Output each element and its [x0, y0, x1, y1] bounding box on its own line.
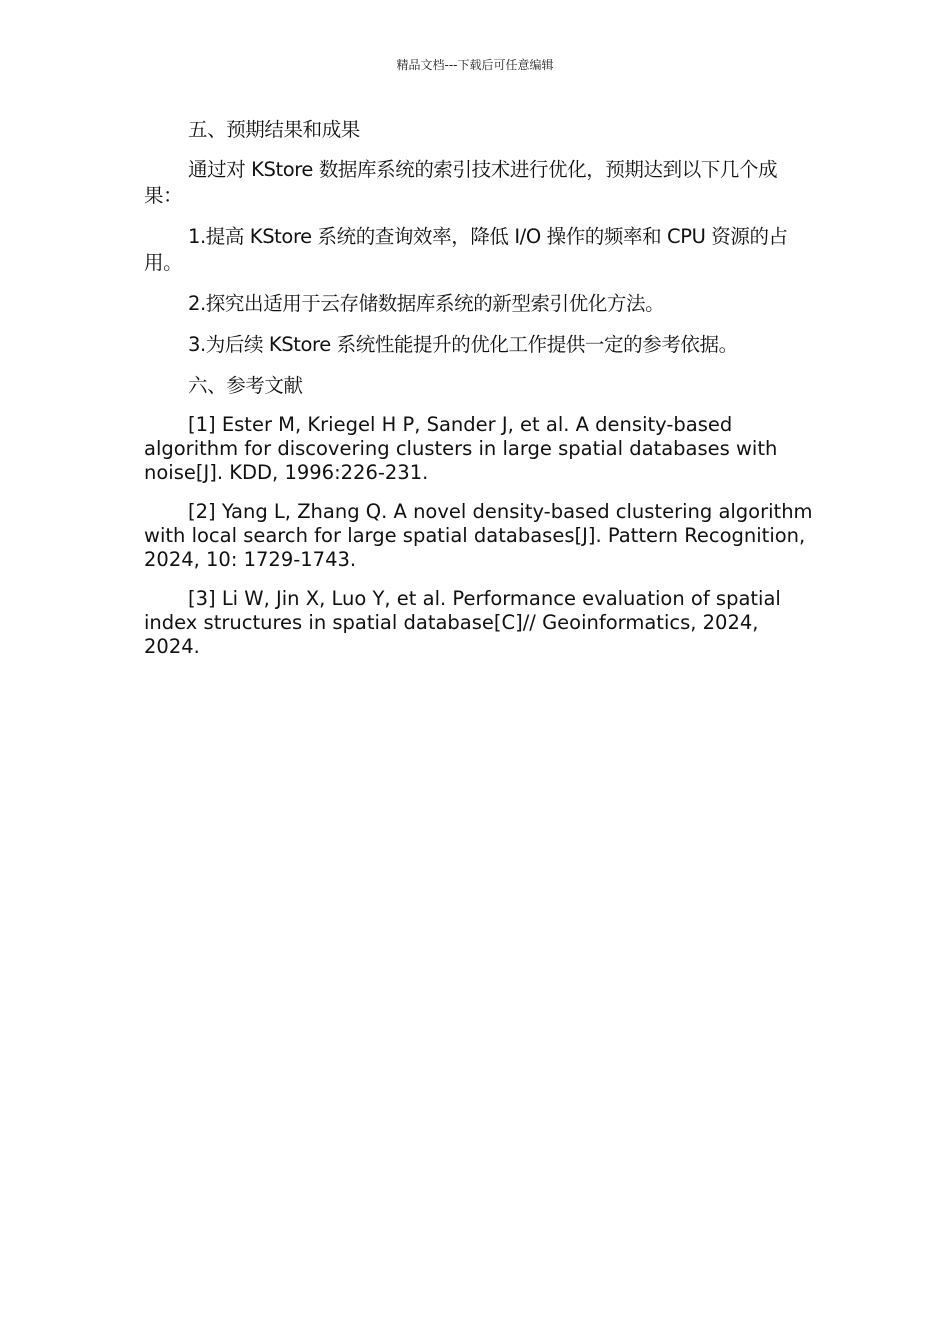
- section-heading-expected-results: 五、预期结果和成果: [188, 118, 360, 141]
- reference-item-2: [2] Yang L, Zhang Q. A novel density-based clustering algorithm with local search for large spatial databases[J]. Pattern Recognition, 2024, 10: 1729-1743.: [144, 500, 813, 571]
- result-item-3: 3.为后续 KStore 系统性能提升的优化工作提供一定的参考依据。: [188, 333, 738, 356]
- result-item-2: 2.探究出适用于云存储数据库系统的新型索引优化方法。: [188, 292, 665, 315]
- reference-item-3: [3] Li W, Jin X, Luo Y, et al. Performance evaluation of spatial index structures in spatial database[C]// Geoinformatics, 2024, 2024.: [144, 587, 781, 658]
- document-body: [144, 117, 814, 674]
- section-heading-references: 六、参考文献: [188, 374, 303, 397]
- result-item-1: 1.提高 KStore 系统的查询效率，降低 I/O 操作的频率和 CPU 资源的占用。: [144, 225, 788, 274]
- section-intro-paragraph: 通过对 KStore 数据库系统的索引技术进行优化，预期达到以下几个成果：: [144, 158, 778, 207]
- page-header: 精品文档---下载后可任意编辑: [396, 58, 554, 72]
- reference-item-1: [1] Ester M, Kriegel H P, Sander J, et al. A density-based algorithm for discovering clusters in large spatial databases with noise[J]. KDD, 1996:226-231.: [144, 413, 778, 484]
